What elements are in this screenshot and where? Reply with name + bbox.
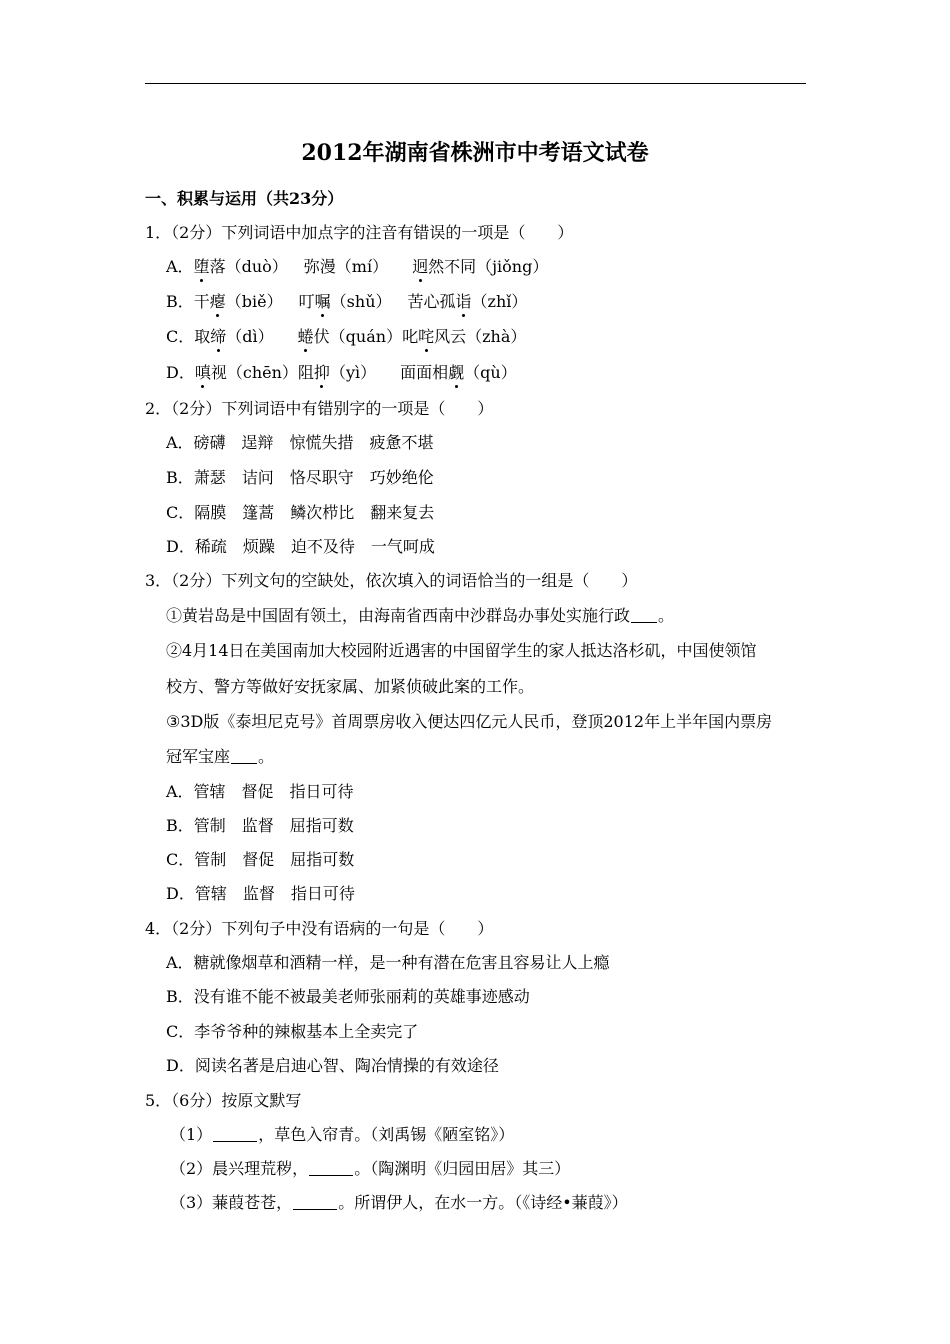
- q3-sentence-2a: ②4月14日在美国南加大校园附近遇害的中国留学生的家人抵达洛杉矶，中国使领馆: [166, 641, 757, 660]
- fill-blank: [631, 606, 657, 623]
- q1-option-b: B．干瘪（biě） 叮嘱（shǔ） 苦心孤诣（zhǐ）: [166, 292, 528, 311]
- fill-blank: [309, 1159, 353, 1176]
- question-1-stem: 1．（2分）下列词语中加点字的注音有错误的一项是（ ）: [145, 223, 574, 242]
- page-title: 2012年湖南省株洲市中考语文试卷: [301, 140, 649, 166]
- q3-option-d: D．管辖 监督 指日可待: [166, 884, 355, 903]
- q4-option-c: C．李爷爷种的辣椒基本上全卖完了: [166, 1022, 419, 1041]
- question-4-stem: 4．（2分）下列句子中没有语病的一句是（ ）: [145, 919, 494, 938]
- q2-option-a: A．磅礴 逞辩 惊慌失措 疲惫不堪: [166, 433, 434, 452]
- q5-item-2: （2）晨兴理荒秽， 。（陶渊明《归园田居》其三）: [170, 1159, 571, 1178]
- fill-blank: [231, 747, 257, 764]
- q3-sentence-3a: ③3D版《泰坦尼克号》首周票房收入便达四亿元人民币，登顶2012年上半年国内票房: [166, 712, 773, 731]
- section-heading: 一、积累与运用（共23分）: [145, 189, 344, 208]
- question-3-stem: 3．（2分）下列文句的空缺处，依次填入的词语恰当的一组是（ ）: [145, 571, 638, 590]
- q3-option-c: C．管制 督促 屈指可数: [166, 850, 355, 869]
- question-2-stem: 2．（2分）下列词语中有错别字的一项是（ ）: [145, 399, 494, 418]
- q5-item-1: （1） ，草色入帘青。（刘禹锡《陋室铭》）: [170, 1125, 515, 1144]
- header-rule: [145, 83, 806, 84]
- q4-option-a: A．糖就像烟草和酒精一样，是一种有潜在危害且容易让人上瘾: [166, 953, 610, 972]
- fill-blank: [213, 1125, 257, 1142]
- q5-item-3: （3）蒹葭苍苍， 。所谓伊人，在水一方。（《诗经•蒹葭》）: [170, 1193, 628, 1212]
- q4-option-d: D．阅读名著是启迪心智、陶冶情操的有效途径: [166, 1056, 499, 1075]
- q4-option-b: B．没有谁不能不被最美老师张丽莉的英雄事迹感动: [166, 987, 530, 1006]
- q2-option-d: D．稀疏 烦躁 迫不及待 一气呵成: [166, 537, 435, 556]
- fill-blank: [293, 1193, 337, 1210]
- q3-sentence-2b: 校方、警方等做好安抚家属、加紧侦破此案的工作。: [166, 677, 535, 696]
- q1-option-d: D．嗔视（chēn）阻抑（yì） 面面相觑（qù）: [166, 363, 517, 382]
- q3-option-b: B．管制 监督 屈指可数: [166, 816, 354, 835]
- q2-option-b: B．萧瑟 诘问 恪尽职守 巧妙绝伦: [166, 468, 434, 487]
- q2-option-c: C．隔膜 篷蒿 鳞次栉比 翻来复去: [166, 503, 435, 522]
- q1-option-c: C．取缔（dì） 蜷伏（quán）叱咤风云（zhà）: [166, 327, 527, 346]
- q3-sentence-3b: 冠军宝座 。: [166, 747, 275, 766]
- q3-sentence-1: ①黄岩岛是中国固有领土，由海南省西南中沙群岛办事处实施行政 。: [166, 606, 675, 625]
- q1-option-a: A．堕落（duò） 弥漫（mí） 迥然不同（jiǒng）: [166, 257, 549, 276]
- question-5-stem: 5．（6分）按原文默写: [145, 1091, 302, 1110]
- q3-option-a: A．管辖 督促 指日可待: [166, 782, 354, 801]
